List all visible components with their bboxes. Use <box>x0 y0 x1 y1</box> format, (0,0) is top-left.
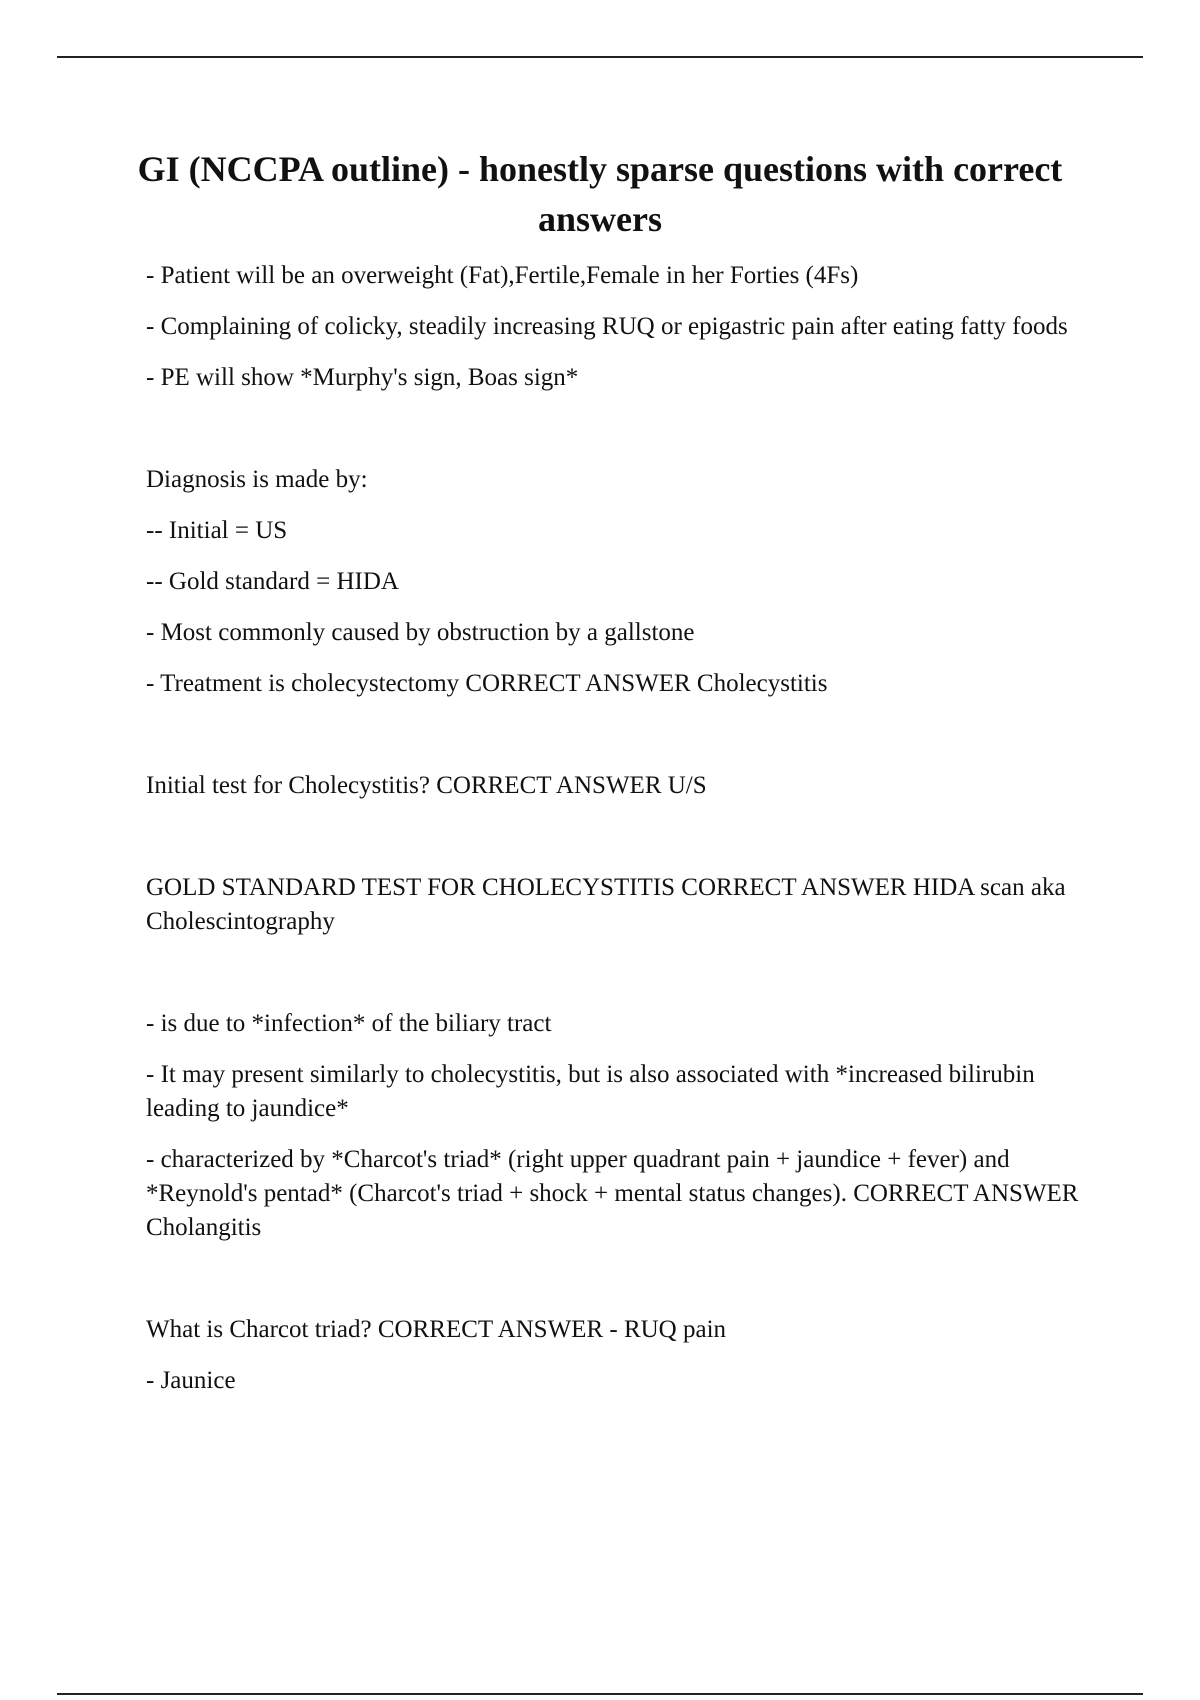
text-line: - Jaunice <box>146 1367 236 1394</box>
section-spacer <box>146 718 1096 769</box>
text-line: -- Gold standard = HIDA <box>146 568 399 595</box>
section-spacer <box>146 820 1096 871</box>
text-line: - Treatment is cholecystectomy CORRECT ANSWER Cholecystitis <box>146 670 828 697</box>
section-spacer <box>146 956 1096 1007</box>
text-line: -- Initial = US <box>146 517 288 544</box>
bottom-divider <box>57 1693 1143 1695</box>
text-line: Diagnosis is made by: <box>146 466 368 493</box>
document-body <box>146 259 1096 1415</box>
text-line: - is due to *infection* of the biliary tract <box>146 1010 552 1037</box>
text-line: - It may present similarly to cholecystitis, but is also associated with *increased bilirubin leading to jaundice* <box>146 1061 1035 1122</box>
text-line: - Complaining of colicky, steadily increasing RUQ or epigastric pain after eating fatty foods <box>146 313 1068 340</box>
text-line: - characterized by *Charcot's triad* (right upper quadrant pain + jaundice + fever) and *Reynold's pentad* (Charcot's triad + shock + mental status changes). CORRECT ANSWER Cholangitis <box>146 1146 1079 1241</box>
text-line: - Patient will be an overweight (Fat),Fertile,Female in her Forties (4Fs) <box>146 262 859 289</box>
section-spacer <box>146 1262 1096 1313</box>
page-title: GI (NCCPA outline) - honestly sparse questions with correct answers <box>137 149 1063 239</box>
section-spacer <box>146 412 1096 463</box>
text-line: - PE will show *Murphy's sign, Boas sign* <box>146 364 579 391</box>
text-line: - Most commonly caused by obstruction by a gallstone <box>146 619 695 646</box>
top-divider <box>57 56 1143 58</box>
text-line: What is Charcot triad? CORRECT ANSWER - RUQ pain <box>146 1316 727 1343</box>
text-line: Initial test for Cholecystitis? CORRECT ANSWER U/S <box>146 772 707 799</box>
text-line: GOLD STANDARD TEST FOR CHOLECYSTITIS CORRECT ANSWER HIDA scan aka Cholescintography <box>146 874 1066 935</box>
